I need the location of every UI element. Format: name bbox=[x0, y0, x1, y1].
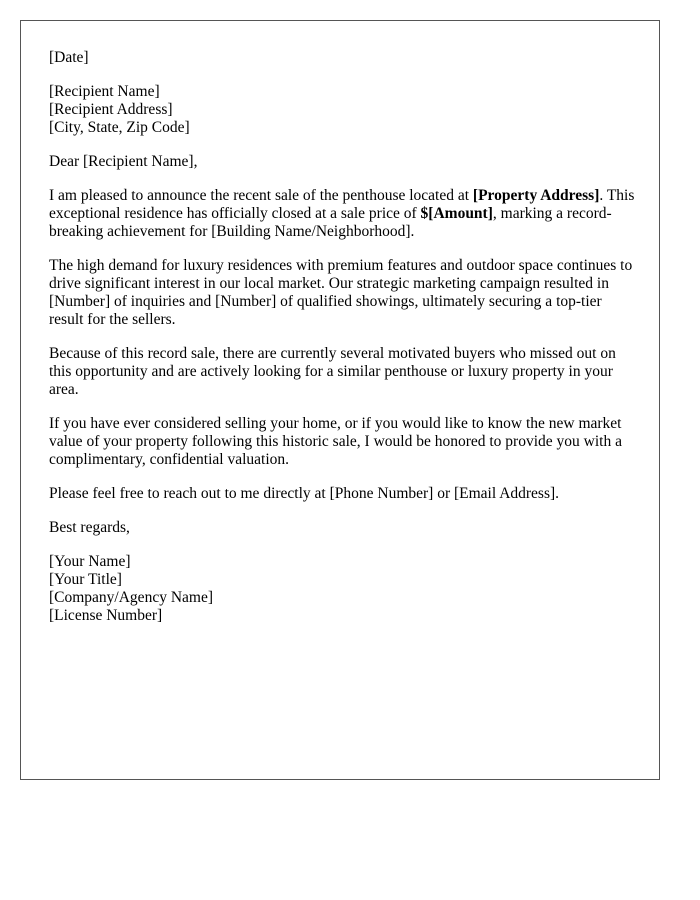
letter-date: [Date] bbox=[49, 49, 89, 66]
sale-amount: $[Amount] bbox=[420, 205, 493, 222]
paragraph-announcement bbox=[49, 187, 639, 241]
paragraph-buyers: Because of this record sale, there are currently several motivated buyers who missed out on this opportunity and are actively looking for a similar penthouse or luxury property in your area. bbox=[49, 345, 616, 398]
recipient-city: [City, State, Zip Code] bbox=[49, 119, 190, 136]
closing: Best regards, bbox=[49, 519, 130, 536]
signature-company: [Company/Agency Name] bbox=[49, 589, 213, 606]
signature-title: [Your Title] bbox=[49, 571, 122, 588]
spacer bbox=[49, 137, 639, 153]
paragraph-valuation: If you have ever considered selling your home, or if you would like to know the new market value of your property following this historic sale, I would be honored to provide you with a complimentary, confidential valuation. bbox=[49, 415, 622, 468]
signature-license: [License Number] bbox=[49, 607, 163, 624]
letter-body bbox=[49, 49, 639, 625]
p1-text-a: I am pleased to announce the recent sale of the penthouse located at bbox=[49, 187, 473, 204]
letter-page bbox=[20, 20, 660, 780]
salutation: Dear [Recipient Name], bbox=[49, 153, 198, 170]
recipient-name: [Recipient Name] bbox=[49, 83, 160, 100]
paragraph-contact: Please feel free to reach out to me directly at [Phone Number] or [Email Address]. bbox=[49, 485, 560, 502]
recipient-address: [Recipient Address] bbox=[49, 101, 173, 118]
paragraph-demand: The high demand for luxury residences with premium features and outdoor space continues to drive significant interest in our local market. Our strategic marketing campaign resulted in [Number] of inquiries and [Number] of qualified showings, ultimately securing a top-tier result for the sellers. bbox=[49, 257, 633, 328]
p1-text-e: , marking a record-breaking achievement for [Building Name/Neighborhood]. bbox=[49, 205, 612, 240]
property-address: [Property Address] bbox=[472, 187, 600, 204]
p1-text-c: . This exceptional residence has officially closed at a sale price of bbox=[49, 187, 635, 222]
signature-name: [Your Name] bbox=[49, 553, 131, 570]
